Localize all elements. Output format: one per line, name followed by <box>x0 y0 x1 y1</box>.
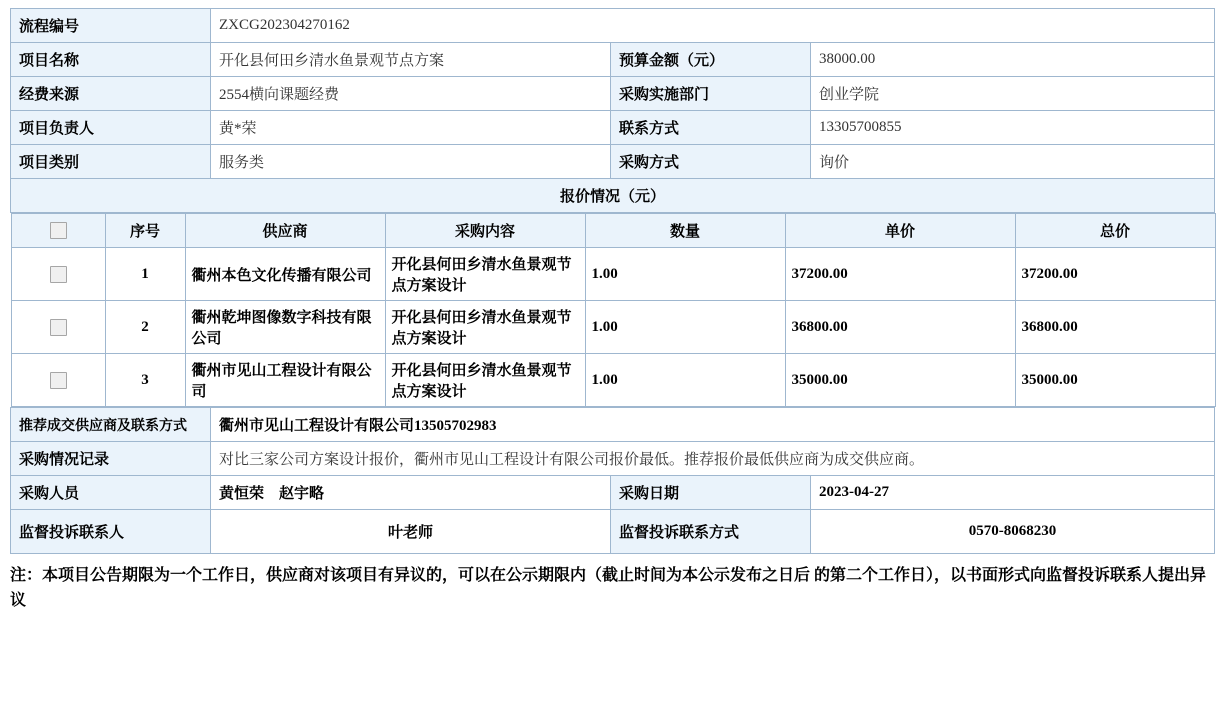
row-unit-price: 36800.00 <box>785 301 1015 354</box>
purchase-dept-label: 采购实施部门 <box>611 77 811 111</box>
budget-label: 预算金额（元） <box>611 43 811 77</box>
row-qty: 1.00 <box>585 301 785 354</box>
col-content-header: 采购内容 <box>385 214 585 248</box>
table-row <box>11 301 1215 354</box>
process-no-value: ZXCG202304270162 <box>211 9 1215 43</box>
table-row <box>11 111 1215 145</box>
col-no-header: 序号 <box>105 214 185 248</box>
purchase-info-table <box>10 8 1215 554</box>
col-supplier-header: 供应商 <box>185 214 385 248</box>
recommend-supplier-label: 推荐成交供应商及联系方式 <box>11 408 211 442</box>
row-supplier: 衢州市见山工程设计有限公司 <box>185 354 385 407</box>
row-qty: 1.00 <box>585 354 785 407</box>
contact-label: 联系方式 <box>611 111 811 145</box>
table-row <box>11 476 1215 510</box>
announcement-note: 注：本项目公告期限为一个工作日，供应商对该项目有异议的，可以在公示期限内（截止时间为本公示发布之日后 的第二个工作日），以书面形式向监督投诉联系人提出异议 <box>10 567 1207 609</box>
recommend-supplier-value: 衢州市见山工程设计有限公司13505702983 <box>211 408 1215 442</box>
row-unit-price: 37200.00 <box>785 248 1015 301</box>
select-all-header <box>11 214 105 248</box>
method-label: 采购方式 <box>611 145 811 179</box>
row-content: 开化县何田乡清水鱼景观节点方案设计 <box>385 301 585 354</box>
row-select-cell <box>11 354 105 407</box>
fund-source-value: 2554横向课题经费 <box>211 77 611 111</box>
row-checkbox-icon[interactable] <box>50 266 67 283</box>
col-total-price-header: 总价 <box>1015 214 1215 248</box>
project-name-value: 开化县何田乡清水鱼景观节点方案 <box>211 43 611 77</box>
table-row <box>11 77 1215 111</box>
supervisor-phone-label: 监督投诉联系方式 <box>611 510 811 554</box>
table-row <box>11 354 1215 407</box>
row-no: 1 <box>105 248 185 301</box>
purchase-record-label: 采购情况记录 <box>11 442 211 476</box>
row-checkbox-icon[interactable] <box>50 372 67 389</box>
select-all-checkbox-icon[interactable] <box>50 222 67 239</box>
row-qty: 1.00 <box>585 248 785 301</box>
table-row <box>11 9 1215 43</box>
table-row <box>11 179 1215 213</box>
owner-label: 项目负责人 <box>11 111 211 145</box>
row-no: 2 <box>105 301 185 354</box>
fund-source-label: 经费来源 <box>11 77 211 111</box>
purchase-record-value: 对比三家公司方案设计报价，衢州市见山工程设计有限公司报价最低。推荐报价最低供应商为成交供应商。 <box>211 442 1215 476</box>
row-total-price: 36800.00 <box>1015 301 1215 354</box>
purchase-dept-value: 创业学院 <box>811 77 1215 111</box>
row-content: 开化县何田乡清水鱼景观节点方案设计 <box>385 248 585 301</box>
row-checkbox-icon[interactable] <box>50 319 67 336</box>
supervisor-phone-value: 0570-8068230 <box>811 510 1215 554</box>
project-name-label: 项目名称 <box>11 43 211 77</box>
col-qty-header: 数量 <box>585 214 785 248</box>
supervisor-value: 叶老师 <box>211 510 611 554</box>
table-row <box>11 510 1215 554</box>
row-unit-price: 35000.00 <box>785 354 1015 407</box>
purchase-date-value: 2023-04-27 <box>811 476 1215 510</box>
row-total-price: 35000.00 <box>1015 354 1215 407</box>
budget-value: 38000.00 <box>811 43 1215 77</box>
category-label: 项目类别 <box>11 145 211 179</box>
row-select-cell <box>11 248 105 301</box>
buyer-label: 采购人员 <box>11 476 211 510</box>
row-content: 开化县何田乡清水鱼景观节点方案设计 <box>385 354 585 407</box>
row-no: 3 <box>105 354 185 407</box>
contact-value: 13305700855 <box>811 111 1215 145</box>
purchase-date-label: 采购日期 <box>611 476 811 510</box>
row-select-cell <box>11 301 105 354</box>
process-no-label: 流程编号 <box>11 9 211 43</box>
method-value: 询价 <box>811 145 1215 179</box>
row-total-price: 37200.00 <box>1015 248 1215 301</box>
buyer-value: 黄恒荣 赵宇略 <box>211 476 611 510</box>
col-unit-price-header: 单价 <box>785 214 1015 248</box>
quotation-table <box>11 213 1216 407</box>
row-supplier: 衢州乾坤图像数字科技有限公司 <box>185 301 385 354</box>
table-row <box>11 248 1215 301</box>
category-value: 服务类 <box>211 145 611 179</box>
table-row <box>11 213 1215 408</box>
row-supplier: 衢州本色文化传播有限公司 <box>185 248 385 301</box>
table-row <box>11 43 1215 77</box>
quotation-table-cell <box>11 213 1215 408</box>
quotation-section-title: 报价情况（元） <box>11 179 1215 213</box>
supervisor-label: 监督投诉联系人 <box>11 510 211 554</box>
table-row <box>11 145 1215 179</box>
owner-value: 黄*荣 <box>211 111 611 145</box>
table-row <box>11 442 1215 476</box>
table-row <box>11 408 1215 442</box>
quotation-header-row <box>11 214 1215 248</box>
